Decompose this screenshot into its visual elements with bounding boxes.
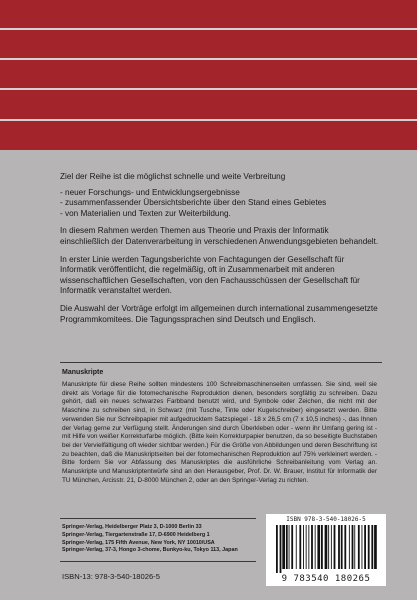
barcode-bars-icon [274, 525, 378, 573]
intro-paragraph-aim: Ziel der Reihe ist die möglichst schnelle und weite Verbreitung [60, 172, 286, 181]
address-line: Springer-Verlag, Heidelberger Platz 3, D-1000 Berlin 33 [62, 524, 202, 530]
isbn-barcode [266, 514, 386, 586]
address-line: Springer-Verlag, 37-3, Hongo 3-chome, Bunkyo-ku, Tokyo 113, Japan [62, 547, 238, 554]
red-band-5 [0, 121, 417, 150]
intro-paragraph-selection: Die Auswahl der Vorträge erfolgt im allgemeinen durch international zusammengesetzte Programmkomitees. Die Tagungssprachen sind Deutsch und Englisch. [60, 303, 378, 324]
manuskripte-heading: Manuskripte [62, 369, 104, 376]
red-band-2 [0, 30, 417, 58]
intro-bullet: - von Materialien und Texten zur Weiterbildung. [60, 209, 380, 220]
barcode-isbn-label: ISBN 978-3-540-18026-5 [286, 516, 366, 523]
isbn-13-label: ISBN-13: 978-3-540-18026-5 [62, 572, 160, 581]
manuskripte-text: Manuskripte für diese Reihe sollten mindestens 100 Schreibmaschinenseiten umfassen. Sie sind, weil sie direkt als Vorlage für die fotomechanische Reproduktion dienen, besonders sorgfältig zu schreiben. Dazu gehört, daß ein neues schwarzes Farbband benutzt wird, und Symbole oder Zeichen, die nicht mit der Maschine zu schreiben sind, in Schwarz (mit Tusche, Tinte oder Kugelschreiber) eingesetzt werden. Bitte verwenden Sie nur Schreibpapier mit aufgedrucktem Satzspiegel - 18 x 26,5 cm (7 x 10,5 inches) -, das Ihnen der Verlag gerne zur Verfügung stellt. Änderungen sind durch Überkleben oder - wenn ihr Umfang gering ist - mit Hilfe von weißer Korrekturfarbe möglich. (Bitte kein Korrekturpapier benutzen, da so beseitigte Buchstaben bei der Vervielfältigung oft wieder sichtbar werden.) Für die Größe von Abbildungen und deren Beschriftung ist zu beachten, daß die Manuskriptseiten bei der fotomechanischen Reproduktion auf 75% verkleinert werden. - Bitte fordern Sie vor Abfassung des Manuskriptes die ausführliche Schreibanleitung vom Verlag an. Manuskripte und Manuskriptentwürfe sind an den Herausgeber, Prof. Dr. W. Brauer, Institut für Informatik der TU München, Arcisstr. 21, D-8000 München 2, oder an den Springer-Verlag zu richten. [62, 381, 377, 484]
address-line: Springer-Verlag, Tiergartenstraße 17, D-6900 Heidelberg 1 [62, 531, 210, 538]
barcode-number: 9 783540 180265 [281, 574, 371, 584]
section-divider [60, 561, 256, 562]
section-divider [60, 362, 382, 363]
red-band-4 [0, 90, 417, 119]
publisher-addresses [62, 524, 238, 555]
intro-paragraph-proceedings: In erster Linie werden Tagungsberichte von Fachtagungen der Gesellschaft für Informatik veröffentlicht, die regelmäßig, oft in Zusammenarbeit mit anderen wissenschaftlichen Gesellschaften, von den Fachausschüssen der Gesellschaft für Informatik veranstaltet werden. [60, 254, 360, 296]
red-band-3 [0, 60, 417, 88]
intro-bullet: - zusammenfassender Übersichtsberichte über den Stand eines Gebietes [60, 198, 380, 209]
series-description [60, 172, 380, 325]
top-red-band [0, 0, 417, 28]
intro-paragraph-topics: In diesem Rahmen werden Themen aus Theorie und Praxis der Informatik einschließlich der Datenverarbeitung in verschiedenen Anwendungsgebieten behandelt. [60, 226, 379, 246]
intro-bullet: - neuer Forschungs- und Entwicklungsergebnisse [60, 188, 380, 199]
section-divider [60, 518, 256, 519]
address-line: Springer-Verlag, 175 Fifth Avenue, New York, NY 10010/USA [62, 539, 215, 546]
